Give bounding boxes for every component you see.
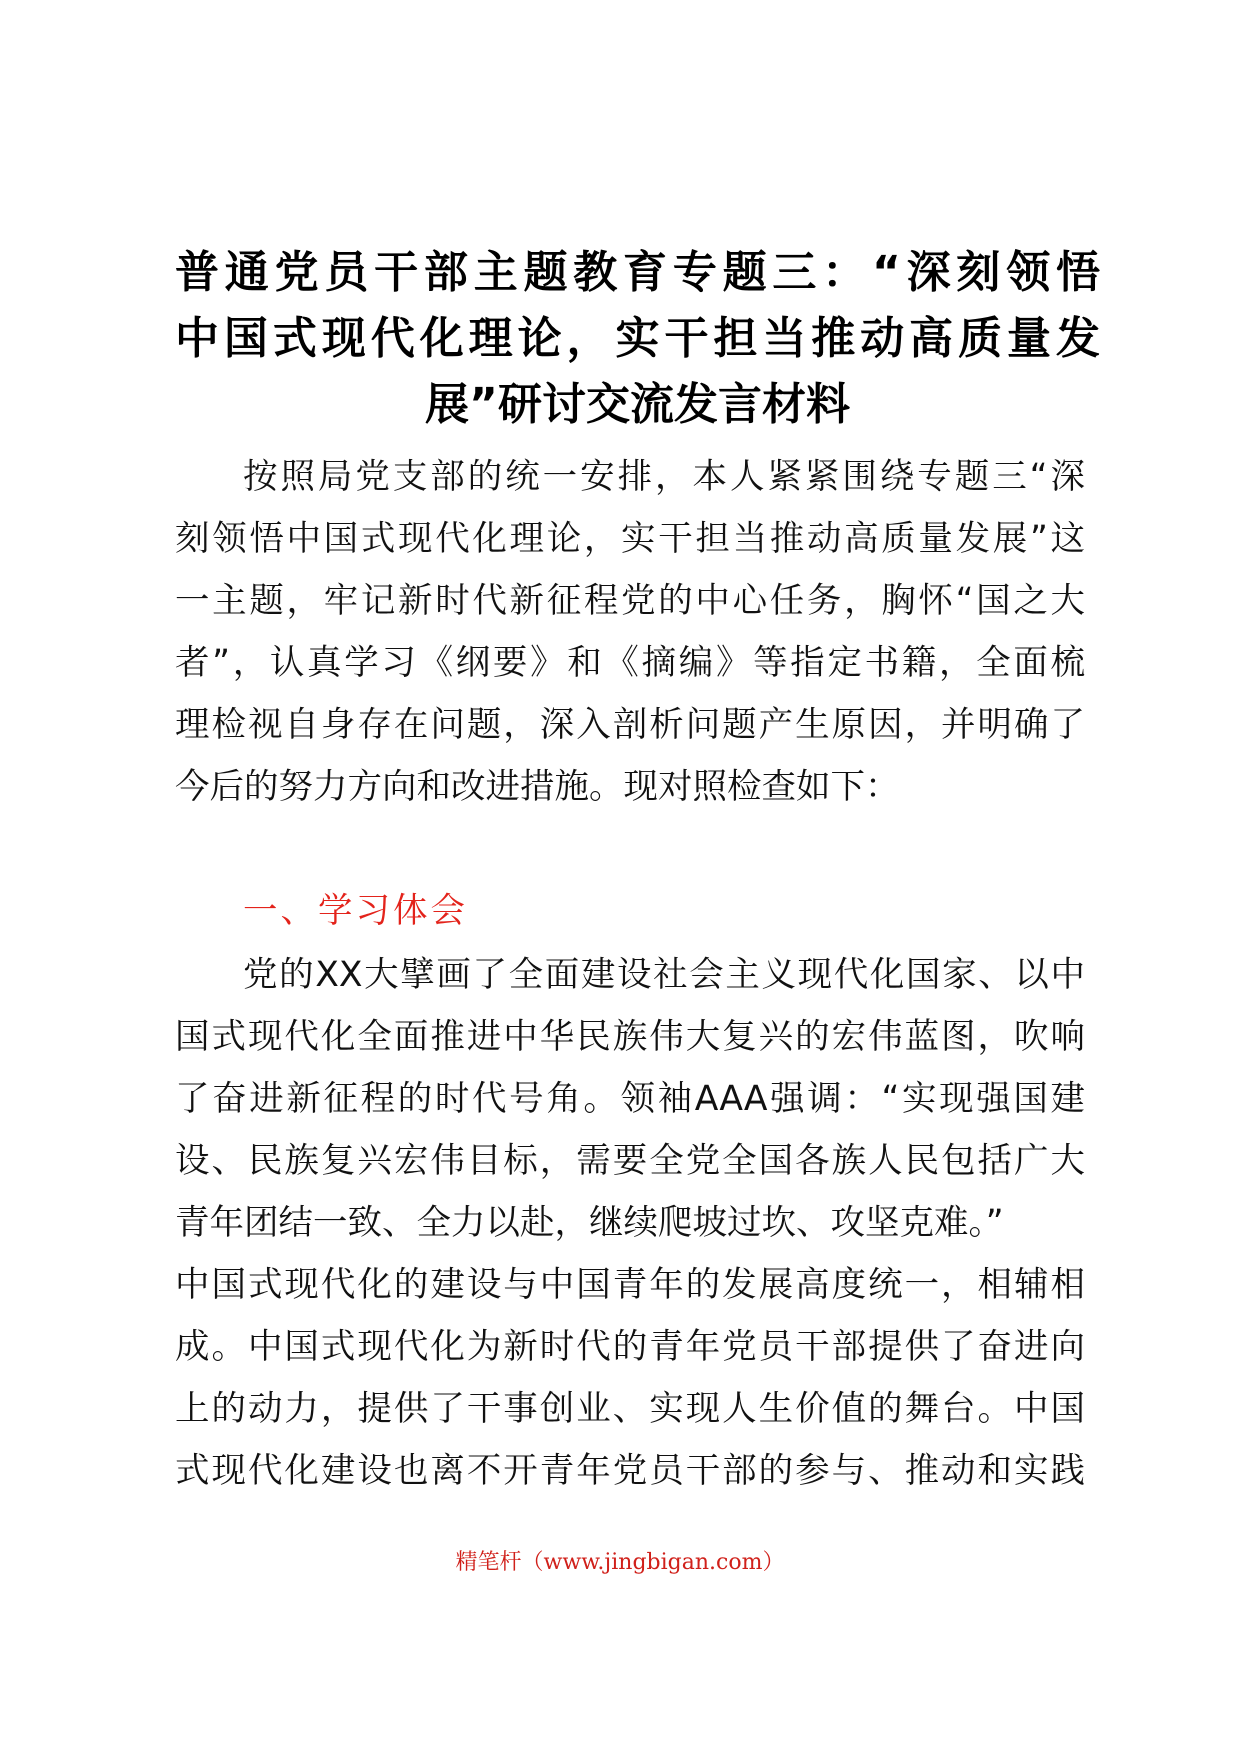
paragraph-line: 中国式现代化的建设与中国青年的发展高度统一，相辅相: [175, 1265, 1085, 1305]
paragraph-line: 青年团结一致、全力以赴，继续爬坡过坎、攻坚克难。”: [175, 1203, 1004, 1243]
document-title: [175, 240, 1100, 438]
title-line: 中国式现代化理论，实干担当推动高质量发: [175, 313, 1100, 364]
title-line: 普通党员干部主题教育专题三：“深刻领悟: [175, 247, 1100, 298]
paragraph-line: 按照局党支部的统一安排，本人紧紧围绕专题三“深: [243, 457, 1085, 497]
paragraph-line: 国式现代化全面推进中华民族伟大复兴的宏伟蓝图，吹响: [175, 1017, 1085, 1057]
paragraph-line: 了奋进新征程的时代号角。领袖AAA强调：“实现强国建: [175, 1079, 1085, 1119]
paragraph-line: 今后的努力方向和改进措施。现对照检查如下：: [175, 767, 900, 807]
paragraph-line: 成。中国式现代化为新时代的青年党员干部提供了奋进向: [175, 1327, 1085, 1367]
paragraph-line: 上的动力，提供了干事创业、实现人生价值的舞台。中国: [175, 1389, 1085, 1429]
section-heading: 一、学习体会: [243, 891, 468, 931]
paragraph-line: 设、民族复兴宏伟目标，需要全党全国各族人民包括广大: [175, 1141, 1085, 1181]
paragraph-line: 者”，认真学习《纲要》和《摘编》等指定书籍，全面梳: [175, 643, 1085, 683]
title-line: 展”研讨交流发言材料: [425, 379, 850, 430]
paragraph-line: 理检视自身存在问题，深入剖析问题产生原因，并明确了: [175, 705, 1085, 745]
intro-paragraph: [175, 446, 1085, 818]
paragraph-line: 刻领悟中国式现代化理论，实干担当推动高质量发展”这: [175, 519, 1085, 559]
paragraph-line: 党的XX大擘画了全面建设社会主义现代化国家、以中: [243, 955, 1085, 995]
paragraph-line: 式现代化建设也离不开青年党员干部的参与、推动和实践: [175, 1451, 1085, 1491]
paragraph-line: 一主题，牢记新时代新征程党的中心任务，胸怀“国之大: [175, 581, 1085, 621]
footer-watermark: 精笔杆（www.jingbigan.com）: [455, 1550, 785, 1575]
section-paragraph: [175, 944, 1085, 1502]
